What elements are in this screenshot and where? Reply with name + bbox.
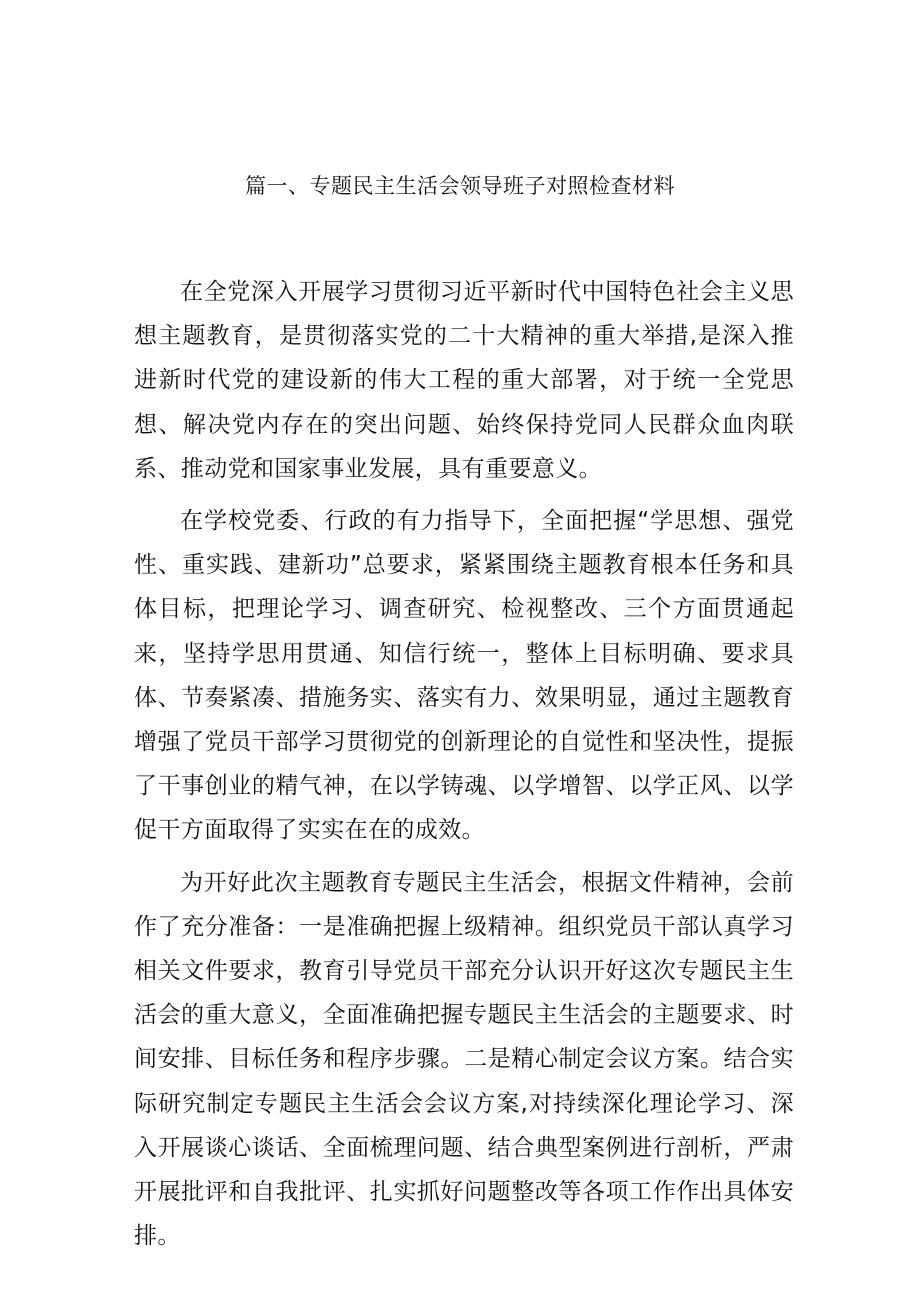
document-body <box>134 270 794 1266</box>
paragraph-1: 在全党深入开展学习贯彻习近平新时代中国特色社会主义思想主题教育，是贯彻落实党的二十大精神的重大举措,是深入推进新时代党的建设新的伟大工程的重大部署，对于统一全党思想、解决党内存在的突出问题、始终保持党同人民群众血肉联系、推动党和国家事业发展，具有重要意义。 <box>134 279 794 482</box>
document-title: 篇一、专题民主生活会领导班子对照检查材料 <box>245 174 675 198</box>
paragraph-3: 为开好此次主题教育专题民主生活会，根据文件精神，会前作了充分准备：一是准确把握上级精神。组织党员干部认真学习相关文件要求，教育引导党员干部充分认识开好这次专题民主生活会的重大意义，全面准确把握专题民主生活会的主题要求、时间安排、目标任务和程序步骤。二是精心制定会议方案。结合实际研究制定专题民主生活会会议方案,对持续深化理论学习、深入开展谈心谈话、全面梳理问题、结合典型案例进行剖析，严肃开展批评和自我批评、扎实抓好问题整改等各项工作作出具体安排。 <box>134 869 794 1250</box>
paragraph-2: 在学校党委、行政的有力指导下，全面把握“学思想、强党性、重实践、建新功”总要求，紧紧围绕主题教育根本任务和具体目标，把理论学习、调查研究、检视整改、三个方面贯通起来，坚持学思用贯通、知信行统一，整体上目标明确、要求具体、节奏紧凑、措施务实、落实有力、效果明显，通过主题教育增强了党员干部学习贯彻党的创新理论的自觉性和坚决性，提振了干事创业的精气神，在以学铸魂、以学增智、以学正风、以学促干方面取得了实实在在的成效。 <box>134 508 794 844</box>
